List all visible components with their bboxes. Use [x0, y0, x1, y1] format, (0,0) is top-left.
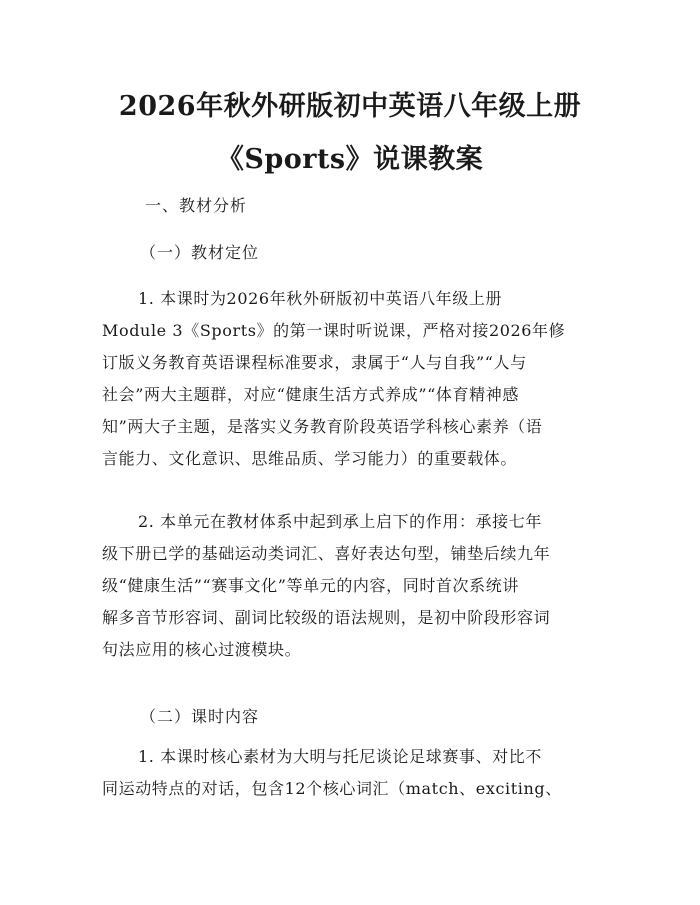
paragraph-line: 言能力、文化意识、思维品质、学习能力）的重要载体。	[102, 449, 518, 468]
document-title-line-2: 《Sports》说课教案	[216, 144, 484, 175]
paragraph-line: 订版义务教育英语课程标准要求，隶属于“人与自我”“人与	[102, 353, 527, 372]
paragraph-line: 社会”两大主题群，对应“健康生活方式养成”“体育精神感	[102, 385, 519, 404]
paragraph-line: 级“健康生活”“赛事文化”等单元的内容，同时首次系统讲	[102, 576, 519, 595]
paragraph-line: 级下册已学的基础运动类词汇、喜好表达句型，铺垫后续九年	[102, 544, 551, 563]
paragraph-line: 1. 本课时为2026年秋外研版初中英语八年级上册	[138, 289, 503, 308]
paragraph-1	[102, 283, 602, 475]
paragraph-line: 解多音节形容词、副词比较级的语法规则，是初中阶段形容词	[102, 608, 551, 627]
section-heading-textbook-analysis: 一、教材分析	[145, 196, 248, 215]
document-title-line-1: 2026年秋外研版初中英语八年级上册	[118, 91, 582, 122]
paragraph-line: 同运动特点的对话，包含12个核心词汇（match、exciting、	[102, 779, 562, 798]
paragraph-line: 2. 本单元在教材体系中起到承上启下的作用：承接七年	[138, 512, 542, 531]
paragraph-2	[102, 506, 602, 666]
paragraph-line: 句法应用的核心过渡模块。	[102, 640, 302, 659]
paragraph-line: Module 3《Sports》的第一课时听说课，严格对接2026年修	[102, 321, 566, 340]
paragraph-line: 知”两大子主题，是落实义务教育阶段英语学科核心素养（语	[102, 417, 543, 436]
paragraph-3	[102, 741, 602, 805]
paragraph-line: 1. 本课时核心素材为大明与托尼谈论足球赛事、对比不	[138, 747, 542, 766]
subsection-heading-lesson-content: （二）课时内容	[140, 707, 260, 726]
subsection-heading-textbook-positioning: （一）教材定位	[140, 243, 260, 262]
